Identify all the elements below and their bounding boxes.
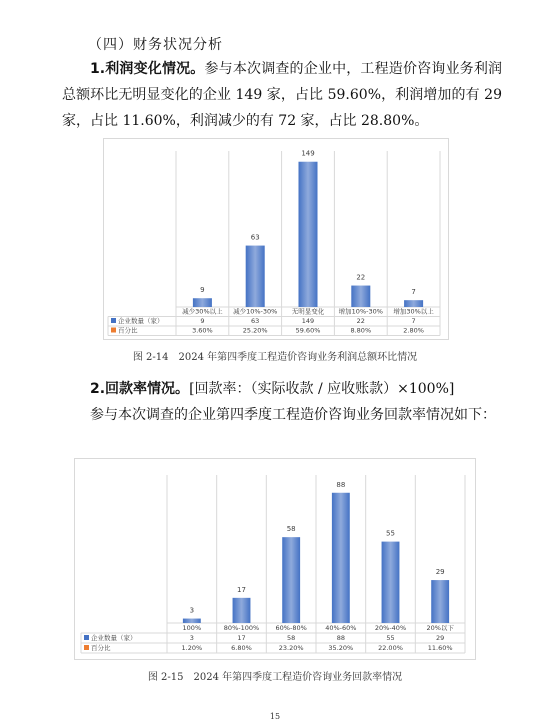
data-label: 9 <box>200 286 205 295</box>
profit-paragraph <box>62 56 502 134</box>
table-cell: 22.00% <box>378 644 403 652</box>
category-label: 减少10%-30% <box>233 307 278 316</box>
table-cell: 23.20% <box>278 644 304 652</box>
data-label: 88 <box>336 480 346 489</box>
profit-text: 参与本次调查的企业中，工程造价咨询业务利润总额环比无明显变化的企业 149 家，占比 59.60%，利润增加的有 29 家，占比 11.60%，利润减少的有 72 家，占比 28.80%。 <box>62 61 503 129</box>
bar <box>193 298 212 307</box>
bar <box>282 537 300 623</box>
table-cell: 55 <box>386 634 395 642</box>
section-title: （四）财务状况分析 <box>88 37 223 53</box>
table-cell: 59.60% <box>295 326 321 335</box>
legend-swatch <box>84 645 89 650</box>
category-label: 60%-80% <box>275 624 307 632</box>
receivable-chart <box>74 458 476 660</box>
table-cell: 29 <box>436 634 445 642</box>
table-row-label: 百分比 <box>91 644 111 652</box>
data-label: 29 <box>435 568 445 577</box>
bar <box>431 580 449 623</box>
table-cell: 2.80% <box>403 326 424 335</box>
table-cell: 3.60% <box>192 326 213 335</box>
table-cell: 8.80% <box>350 326 372 335</box>
category-label: 增加10%-30% <box>338 307 383 316</box>
bar <box>233 598 251 623</box>
profit-chart <box>103 138 449 340</box>
table-cell: 1.20% <box>181 644 203 652</box>
figure-caption-2-15: 图 2-15 2024 年第四季度工程造价咨询业务回款率情况 <box>147 672 403 683</box>
table-cell: 22 <box>356 317 365 325</box>
table-cell: 6.80% <box>231 644 252 652</box>
bar <box>382 542 400 623</box>
table-cell: 35.20% <box>328 644 354 652</box>
legend-swatch <box>84 635 89 640</box>
table-cell: 63 <box>251 317 260 325</box>
legend-swatch <box>111 318 116 323</box>
category-label: 20%-40% <box>374 624 407 632</box>
bar <box>404 300 423 307</box>
bar <box>351 286 370 307</box>
data-label: 63 <box>250 233 260 242</box>
figure-caption-2-14: 图 2-14 2024 年第四季度工程造价咨询业务利润总额环比情况 <box>132 352 418 363</box>
category-label: 增加30%以上 <box>393 307 434 316</box>
data-label: 55 <box>386 529 395 538</box>
table-cell: 9 <box>200 317 205 325</box>
bar <box>246 246 265 307</box>
table-cell: 58 <box>287 634 296 642</box>
receivable-heading: 2.回款率情况。 <box>90 381 190 397</box>
table-row-label: 百分比 <box>118 326 138 335</box>
category-label: 20%以下 <box>426 624 454 632</box>
data-label: 3 <box>189 606 195 615</box>
bar <box>183 619 201 623</box>
data-label: 149 <box>301 149 315 158</box>
data-label: 7 <box>411 288 416 297</box>
bar <box>298 162 317 307</box>
bar <box>332 493 350 623</box>
data-label: 17 <box>237 585 246 594</box>
table-row-label: 企业数量（家） <box>118 317 164 325</box>
category-label: 无明显变化 <box>291 307 325 316</box>
table-cell: 17 <box>237 634 246 642</box>
receivable-paragraph <box>62 376 502 428</box>
category-label: 100% <box>182 624 202 632</box>
category-label: 80%-100% <box>223 624 260 632</box>
table-row-label: 企业数量（家） <box>91 634 137 642</box>
table-cell: 25.20% <box>242 326 268 335</box>
receivable-formula: [回款率：（实际收款 / 应收账款）×100%] <box>189 381 455 397</box>
table-cell: 149 <box>301 317 315 325</box>
table-cell: 7 <box>411 317 416 325</box>
profit-chart-svg <box>104 139 448 339</box>
receivable-text: 参与本次调查的企业第四季度工程造价咨询业务回款率情况如下： <box>90 407 496 423</box>
category-label: 减少30%以上 <box>182 307 223 316</box>
profit-heading: 1.利润变化情况。 <box>90 61 205 77</box>
receivable-chart-svg <box>75 459 475 659</box>
table-cell: 88 <box>336 634 345 642</box>
page-number: 15 <box>269 712 281 721</box>
table-cell: 11.60% <box>427 644 453 652</box>
data-label: 22 <box>356 273 366 282</box>
data-label: 58 <box>286 525 296 534</box>
legend-swatch <box>111 328 116 333</box>
table-cell: 3 <box>189 634 194 642</box>
category-label: 40%-60% <box>325 624 357 632</box>
